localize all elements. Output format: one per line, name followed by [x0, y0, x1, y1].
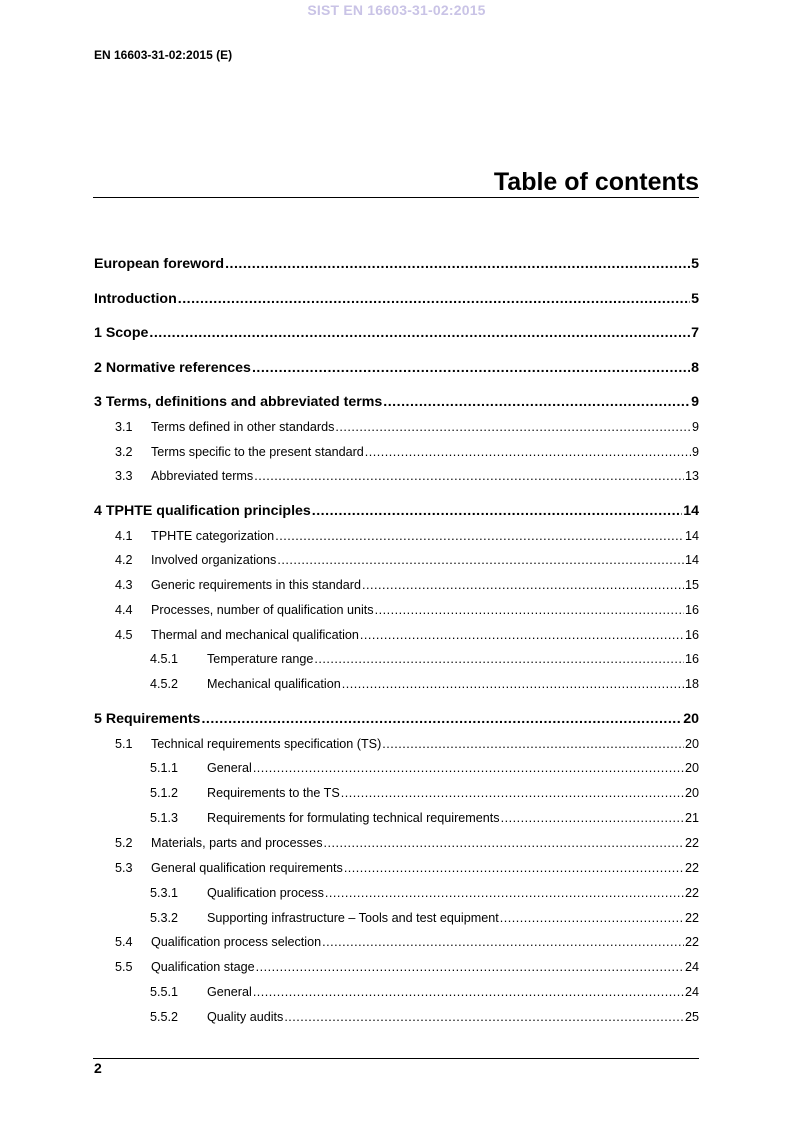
page-title: Table of contents: [493, 168, 699, 196]
toc-entry-number: 4.4: [115, 603, 133, 617]
toc-entry-label: Mechanical qualification: [207, 677, 341, 691]
toc-entry-number: 5.4: [115, 935, 133, 949]
toc-entry[interactable]: [94, 394, 699, 412]
toc-entry-label: 3 Terms, definitions and abbreviated terms: [94, 394, 383, 410]
toc-entry-label: Requirements for formulating technical requirements: [207, 811, 500, 825]
toc-dot-leader: [256, 960, 684, 974]
toc-entry[interactable]: [94, 529, 699, 547]
toc-entry-page: 24: [684, 960, 699, 974]
toc-dot-leader: [253, 985, 684, 999]
toc-entry-number: 5.3: [115, 861, 133, 875]
toc-entry-page: 14: [684, 529, 699, 543]
toc-dot-leader: [344, 861, 684, 875]
toc-entry-label: TPHTE categorization: [151, 529, 275, 543]
toc-entry-label: Supporting infrastructure – Tools and test equipment: [207, 911, 499, 925]
toc-entry[interactable]: [94, 603, 699, 621]
toc-entry-page: 14: [684, 553, 699, 567]
toc-entry-label: Introduction: [94, 291, 177, 307]
toc-dot-leader: [225, 256, 690, 272]
toc-entry[interactable]: [94, 911, 699, 929]
toc-entry-number: 4.1: [115, 529, 133, 543]
toc-entry-label: Technical requirements specification (TS): [151, 737, 382, 751]
toc-entry[interactable]: [94, 1010, 699, 1028]
toc-entry-number: 4.2: [115, 553, 133, 567]
toc-entry[interactable]: [94, 503, 699, 521]
toc-entry-label: Qualification process selection: [151, 935, 322, 949]
toc-entry-label: Thermal and mechanical qualification: [151, 628, 359, 642]
toc-entry-label: General: [207, 761, 252, 775]
toc-entry-page: 15: [684, 578, 699, 592]
toc-entry-number: 4.3: [115, 578, 133, 592]
toc-entry-page: 5: [691, 256, 699, 272]
toc-entry-label: European foreword: [94, 256, 225, 272]
toc-entry-number: 3.2: [115, 445, 133, 459]
toc-dot-leader: [284, 1010, 684, 1024]
toc-entry-number: 5.1.1: [150, 761, 179, 775]
toc-entry-label: Involved organizations: [151, 553, 277, 567]
toc-entry[interactable]: [94, 861, 699, 879]
toc-entry-page: 16: [684, 628, 699, 642]
toc-dot-leader: [254, 469, 684, 483]
toc-entry-page: 20: [683, 711, 699, 727]
toc-entry-number: 3.1: [115, 420, 133, 434]
toc-entry-label: General qualification requirements: [151, 861, 343, 875]
toc-entry-label: 4 TPHTE qualification principles: [94, 503, 311, 519]
toc-entry[interactable]: [94, 469, 699, 487]
toc-entry[interactable]: [94, 886, 699, 904]
toc-entry-page: 16: [684, 603, 699, 617]
toc-entry-number: 5.5.2: [150, 1010, 179, 1024]
toc-entry-page: 20: [684, 737, 699, 751]
toc-entry-label: Requirements to the TS: [207, 786, 340, 800]
toc-dot-leader: [149, 325, 690, 341]
toc-entry-page: 13: [684, 469, 699, 483]
toc-dot-leader: [314, 652, 684, 666]
toc-entry[interactable]: [94, 578, 699, 596]
toc-entry-number: 5.1.3: [150, 811, 179, 825]
toc-entry-number: 5.3.2: [150, 911, 179, 925]
toc-entry[interactable]: [94, 761, 699, 779]
toc-entry-label: Qualification process: [207, 886, 324, 900]
toc-entry-page: 16: [684, 652, 699, 666]
toc-dot-leader: [253, 761, 684, 775]
toc-entry-label: Quality audits: [207, 1010, 284, 1024]
toc-entry-page: 25: [684, 1010, 699, 1024]
toc-entry[interactable]: [94, 652, 699, 670]
toc-entry-label: 5 Requirements: [94, 711, 201, 727]
toc-entry-number: 4.5.2: [150, 677, 179, 691]
toc-entry-label: Terms defined in other standards: [151, 420, 335, 434]
toc-entry[interactable]: [94, 935, 699, 953]
toc-entry[interactable]: [94, 325, 699, 343]
toc-entry-label: 2 Normative references: [94, 360, 251, 376]
toc-entry-label: Qualification stage: [151, 960, 255, 974]
toc-dot-leader: [178, 291, 690, 307]
toc-dot-leader: [325, 886, 684, 900]
toc-entry-number: 4.5: [115, 628, 133, 642]
toc-entry-number: 5.1: [115, 737, 133, 751]
toc-dot-leader: [322, 935, 684, 949]
toc-entry[interactable]: [94, 256, 699, 274]
toc-entry[interactable]: [94, 445, 699, 463]
toc-entry[interactable]: [94, 677, 699, 695]
toc-entry[interactable]: [94, 836, 699, 854]
toc-dot-leader: [360, 628, 684, 642]
toc-entry-page: 9: [691, 445, 699, 459]
toc-entry-page: 8: [691, 360, 699, 376]
toc-entry[interactable]: [94, 737, 699, 755]
watermark: SIST EN 16603-31-02:2015: [307, 2, 486, 18]
toc-dot-leader: [312, 503, 682, 519]
toc-entry-page: 18: [684, 677, 699, 691]
toc-entry-page: 9: [691, 394, 699, 410]
toc-entry-label: Terms specific to the present standard: [151, 445, 364, 459]
footer-divider: [93, 1058, 699, 1059]
toc-entry[interactable]: [94, 786, 699, 804]
toc-entry-label: 1 Scope: [94, 325, 149, 341]
toc-entry-label: Abbreviated terms: [151, 469, 254, 483]
toc-entry-number: 5.5.1: [150, 985, 179, 999]
toc-entry-page: 20: [684, 761, 699, 775]
toc-dot-leader: [335, 420, 691, 434]
toc-entry[interactable]: [94, 553, 699, 571]
toc-dot-leader: [500, 911, 684, 925]
toc-dot-leader: [252, 360, 690, 376]
toc-entry-label: Generic requirements in this standard: [151, 578, 361, 592]
toc-dot-leader: [275, 529, 684, 543]
toc-entry-page: 20: [684, 786, 699, 800]
toc-entry-page: 22: [684, 861, 699, 875]
toc-entry-page: 21: [684, 811, 699, 825]
title-divider: [93, 197, 699, 198]
toc-dot-leader: [362, 578, 684, 592]
toc-entry-number: 4.5.1: [150, 652, 179, 666]
toc-entry[interactable]: [94, 811, 699, 829]
toc-dot-leader: [382, 737, 684, 751]
toc-dot-leader: [201, 711, 682, 727]
toc-entry[interactable]: [94, 291, 699, 309]
toc-entry-page: 9: [691, 420, 699, 434]
page-number: 2: [94, 1060, 102, 1076]
toc-entry-number: 5.2: [115, 836, 133, 850]
toc-dot-leader: [324, 836, 684, 850]
toc-entry-label: Materials, parts and processes: [151, 836, 323, 850]
toc-entry[interactable]: [94, 960, 699, 978]
toc-entry-page: 24: [684, 985, 699, 999]
toc-entry[interactable]: [94, 985, 699, 1003]
toc-dot-leader: [383, 394, 690, 410]
toc-entry-number: 5.5: [115, 960, 133, 974]
toc-entry-page: 22: [684, 935, 699, 949]
toc-dot-leader: [341, 786, 684, 800]
toc-dot-leader: [375, 603, 684, 617]
toc-entry-page: 22: [684, 886, 699, 900]
toc-dot-leader: [365, 445, 691, 459]
toc-entry-page: 5: [691, 291, 699, 307]
toc-entry-label: General: [207, 985, 252, 999]
toc-entry-label: Processes, number of qualification units: [151, 603, 374, 617]
toc-entry[interactable]: [94, 711, 699, 729]
toc-dot-leader: [501, 811, 684, 825]
toc-entry-page: 22: [684, 836, 699, 850]
toc-entry[interactable]: [94, 420, 699, 438]
toc-entry-page: 7: [691, 325, 699, 341]
toc-entry-number: 5.3.1: [150, 886, 179, 900]
toc-entry-number: 3.3: [115, 469, 133, 483]
toc-entry-page: 22: [684, 911, 699, 925]
toc-entry[interactable]: [94, 360, 699, 378]
toc-dot-leader: [342, 677, 684, 691]
toc-entry[interactable]: [94, 628, 699, 646]
toc-entry-page: 14: [683, 503, 699, 519]
toc-entry-number: 5.1.2: [150, 786, 179, 800]
document-id: EN 16603-31-02:2015 (E): [94, 48, 233, 62]
toc-entry-label: Temperature range: [207, 652, 314, 666]
toc-dot-leader: [277, 553, 684, 567]
